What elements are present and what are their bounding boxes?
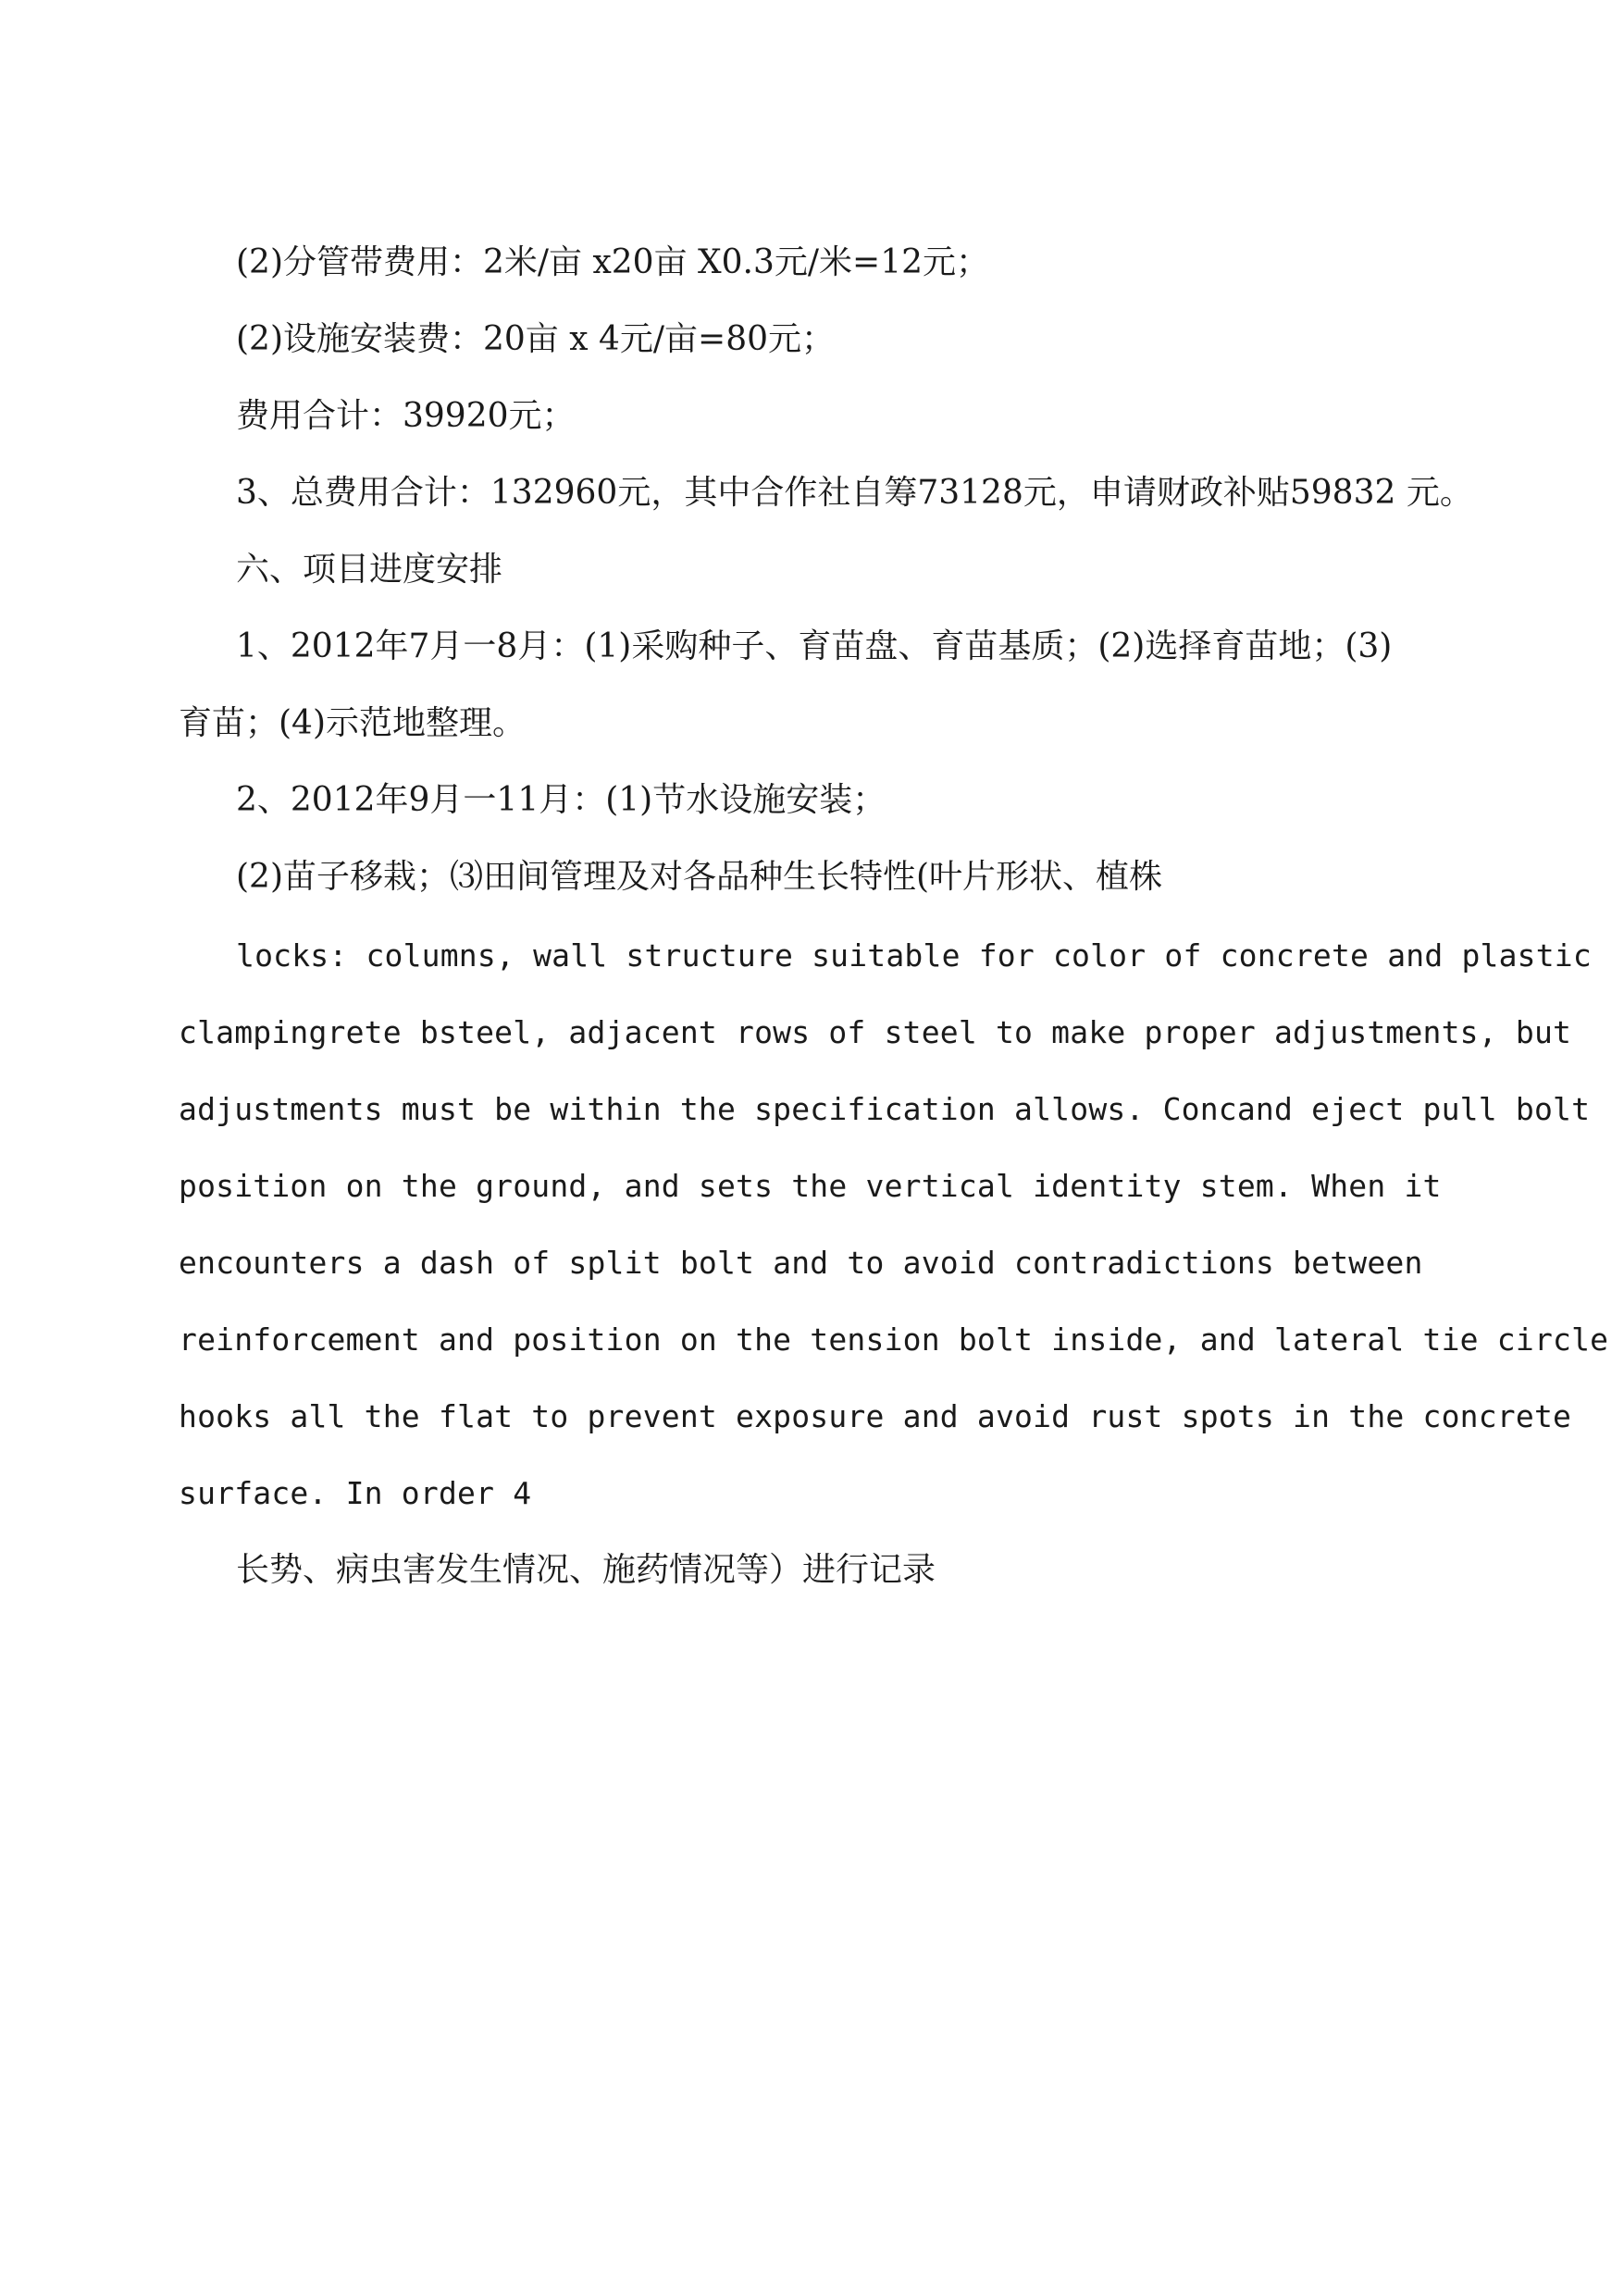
english-line-3: adjustments must be within the specification allows. Concand eject pull bolt bbox=[179, 1091, 1591, 1127]
english-line-8: surface. In order 4 bbox=[179, 1475, 532, 1511]
english-line-4: position on the ground, and sets the vertical identity stem. When it bbox=[179, 1168, 1442, 1204]
english-line-2: clampingrete bsteel, adjacent rows of steel to make proper adjustments, but bbox=[179, 1014, 1572, 1050]
english-line-7: hooks all the flat to prevent exposure and avoid rust spots in the concrete bbox=[179, 1398, 1572, 1434]
english-line-6: reinforcement and position on the tension bolt inside, and lateral tie circle bbox=[179, 1321, 1609, 1358]
text-line-schedule-1-cont: 育苗；(4)示范地整理。 bbox=[179, 704, 526, 742]
text-line-split-pipe-cost: (2)分管带费用：2米/亩 x20亩 X0.3元/米=12元； bbox=[236, 243, 990, 281]
text-line-schedule-2: 2、2012年9月一11月：(1)节水设施安装； bbox=[236, 781, 886, 819]
text-line-closing: 长势、病虫害发生情况、施药情况等）进行记录 bbox=[236, 1551, 936, 1589]
section-heading-schedule: 六、项目进度安排 bbox=[236, 551, 503, 589]
text-line-cost-total: 费用合计：39920元； bbox=[236, 397, 576, 435]
text-line-install-cost: (2)设施安装费：20亩 x 4元/亩=80元； bbox=[236, 320, 835, 358]
text-line-schedule-2-items: (2)苗子移栽；⑶田间管理及对各品种生长特性(叶片形状、植株 bbox=[236, 858, 1163, 896]
english-line-5: encounters a dash of split bolt and to avoid contradictions between bbox=[179, 1245, 1423, 1281]
text-line-schedule-1: 1、2012年7月一8月：(1)采购种子、育苗盘、育苗基质；(2)选择育苗地；(3) bbox=[236, 627, 1393, 665]
english-line-1: locks: columns, wall structure suitable for color of concrete and plastic bbox=[236, 937, 1592, 974]
text-line-grand-total: 3、总费用合计：132960元，其中合作社自筹73128元，申请财政补贴59832 元。 bbox=[236, 474, 1473, 512]
